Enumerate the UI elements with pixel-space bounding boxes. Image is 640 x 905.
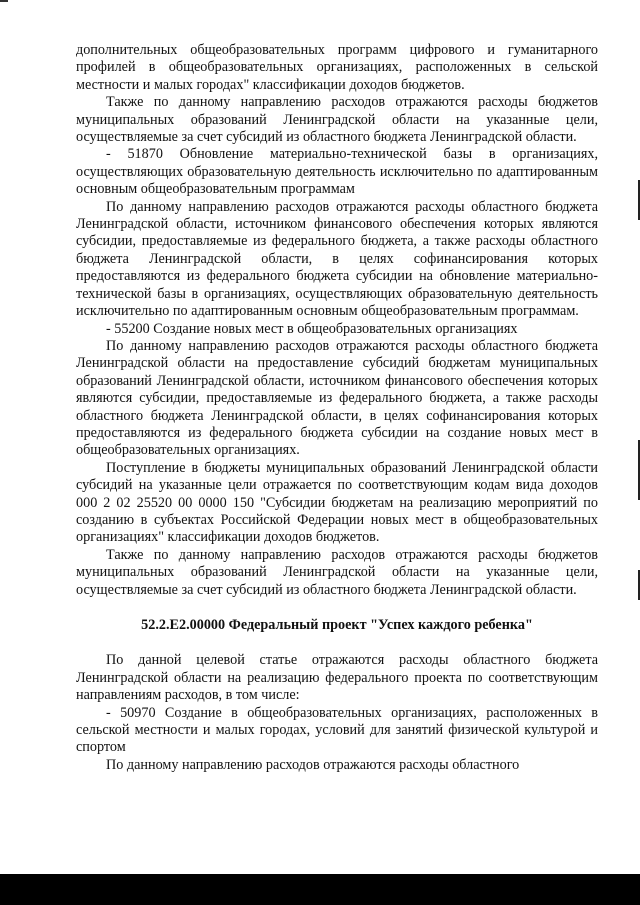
- list-item: - 50970 Создание в общеобразовательных организациях, расположенных в сельской местности и малых городах, условий для занятий физической культурой и спортом: [76, 704, 598, 756]
- paragraph: По данному направлению расходов отражаются расходы областного бюджета Ленинградской области на предоставление субсидий бюджетам муниципальных образований Ленинградской области, источником финансового обеспечения которых являются субсидии, предоставляемые из федерального бюджета, а также расходы областного бюджета Ленинградской области, в целях софинансирования которых предоставляются из федерального бюджета субсидии на создание новых мест в общеобразовательных организациях.: [76, 337, 598, 459]
- paragraph: Поступление в бюджеты муниципальных образований Ленинградской области субсидий на указанные цели отражается по соответствующим кодам вида доходов 000 2 02 25520 00 0000 150 "Субсидии бюджетам на реализацию мероприятий по созданию в субъектах Российской Федерации новых мест в общеобразовательных организациях" классификации доходов бюджетов.: [76, 459, 598, 546]
- paragraph: Также по данному направлению расходов отражаются расходы бюджетов муниципальных образований Ленинградской области на указанные цели, осуществляемые за счет субсидий из областного бюджета Ленинградской области.: [76, 94, 598, 146]
- paragraph: По данному направлению расходов отражаются расходы областного бюджета Ленинградской области, источником финансового обеспечения которых являются субсидии, предоставляемые из федерального бюджета, а также расходы областного бюджета Ленинградской области, в целях софинансирования которых предоставляются из федерального бюджета субсидии на обновление материально-технической базы в организациях, осуществляющих образовательную деятельность исключительно по адаптированным основным общеобразовательным программам.: [76, 198, 598, 320]
- scan-corner-mark: [0, 0, 8, 2]
- paragraph: Также по данному направлению расходов отражаются расходы бюджетов муниципальных образований Ленинградской области на указанные цели, осуществляемые за счет субсидий из областного бюджета Ленинградской области.: [76, 546, 598, 598]
- paragraph: По данной целевой статье отражаются расходы областного бюджета Ленинградской области на реализацию федерального проекта по соответствующим направлениям расходов, в том числе:: [76, 652, 598, 704]
- section-heading: 52.2.E2.00000 Федеральный проект "Успех каждого ребенка": [141, 617, 533, 633]
- paragraph: По данному направлению расходов отражаются расходы областного: [106, 756, 520, 773]
- list-item: - 51870 Обновление материально-технической базы в организациях, осуществляющих образовательную деятельность исключительно по адаптированным основным общеобразовательным программам: [76, 146, 598, 198]
- list-item: - 55200 Создание новых мест в общеобразовательных организациях: [106, 320, 518, 337]
- scan-bottom-border: [0, 874, 640, 905]
- paragraph: дополнительных общеобразовательных программ цифрового и гуманитарного профилей в общеобразовательных организациях, расположенных в сельской местности и малых городах" классификации доходов бюджетов.: [76, 42, 598, 93]
- document-body: [76, 42, 598, 774]
